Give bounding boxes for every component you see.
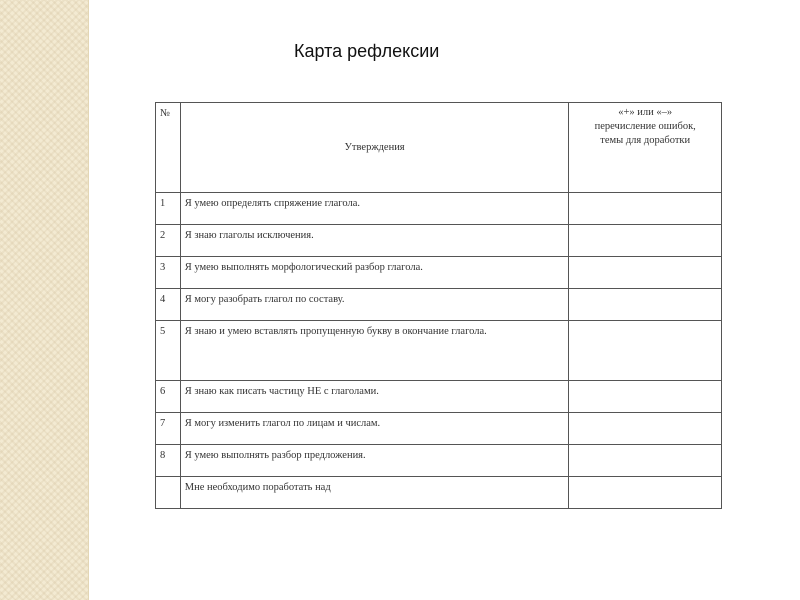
- row-number: 7: [156, 413, 181, 445]
- row-number: 6: [156, 381, 181, 413]
- reflection-table: [155, 102, 722, 509]
- table-row: [156, 477, 722, 509]
- header-statement: Утверждения: [180, 103, 569, 193]
- row-number: [156, 477, 181, 509]
- row-statement: Я умею выполнять разбор предложения.: [180, 445, 569, 477]
- table-row: [156, 381, 722, 413]
- decorative-sidebar: [0, 0, 89, 600]
- table-row: [156, 413, 722, 445]
- row-statement: Я могу изменить глагол по лицам и числам.: [180, 413, 569, 445]
- row-mark-cell[interactable]: [569, 193, 722, 225]
- table-row: [156, 289, 722, 321]
- header-mark: [569, 103, 722, 193]
- row-number: 4: [156, 289, 181, 321]
- row-mark-cell[interactable]: [569, 413, 722, 445]
- row-number: 3: [156, 257, 181, 289]
- header-mark-line2: перечисление ошибок,: [594, 121, 696, 132]
- row-statement: Я знаю и умею вставлять пропущенную букву в окончание глагола.: [180, 321, 569, 381]
- row-mark-cell[interactable]: [569, 381, 722, 413]
- table-row: [156, 257, 722, 289]
- row-statement: Я умею определять спряжение глагола.: [180, 193, 569, 225]
- row-mark-cell[interactable]: [569, 225, 722, 257]
- row-mark-cell[interactable]: [569, 477, 722, 509]
- row-statement: Я знаю глаголы исключения.: [180, 225, 569, 257]
- header-number: №: [156, 103, 181, 193]
- table-row: [156, 321, 722, 381]
- header-mark-line3: темы для доработки: [600, 135, 691, 146]
- row-mark-cell[interactable]: [569, 445, 722, 477]
- row-mark-cell[interactable]: [569, 257, 722, 289]
- row-mark-cell[interactable]: [569, 289, 722, 321]
- row-number: 8: [156, 445, 181, 477]
- header-mark-line1: «+» или «–»: [618, 107, 673, 118]
- table-header-row: [156, 103, 722, 193]
- row-statement: Я могу разобрать глагол по составу.: [180, 289, 569, 321]
- row-statement: Я умею выполнять морфологический разбор глагола.: [180, 257, 569, 289]
- row-mark-cell[interactable]: [569, 321, 722, 381]
- table-row: [156, 225, 722, 257]
- table-row: [156, 445, 722, 477]
- row-number: 2: [156, 225, 181, 257]
- row-number: 5: [156, 321, 181, 381]
- row-statement: Мне необходимо поработать над: [180, 477, 569, 509]
- page-title: Карта рефлексии: [294, 41, 440, 61]
- row-number: 1: [156, 193, 181, 225]
- row-statement: Я знаю как писать частицу НЕ с глаголами.: [180, 381, 569, 413]
- table-row: [156, 193, 722, 225]
